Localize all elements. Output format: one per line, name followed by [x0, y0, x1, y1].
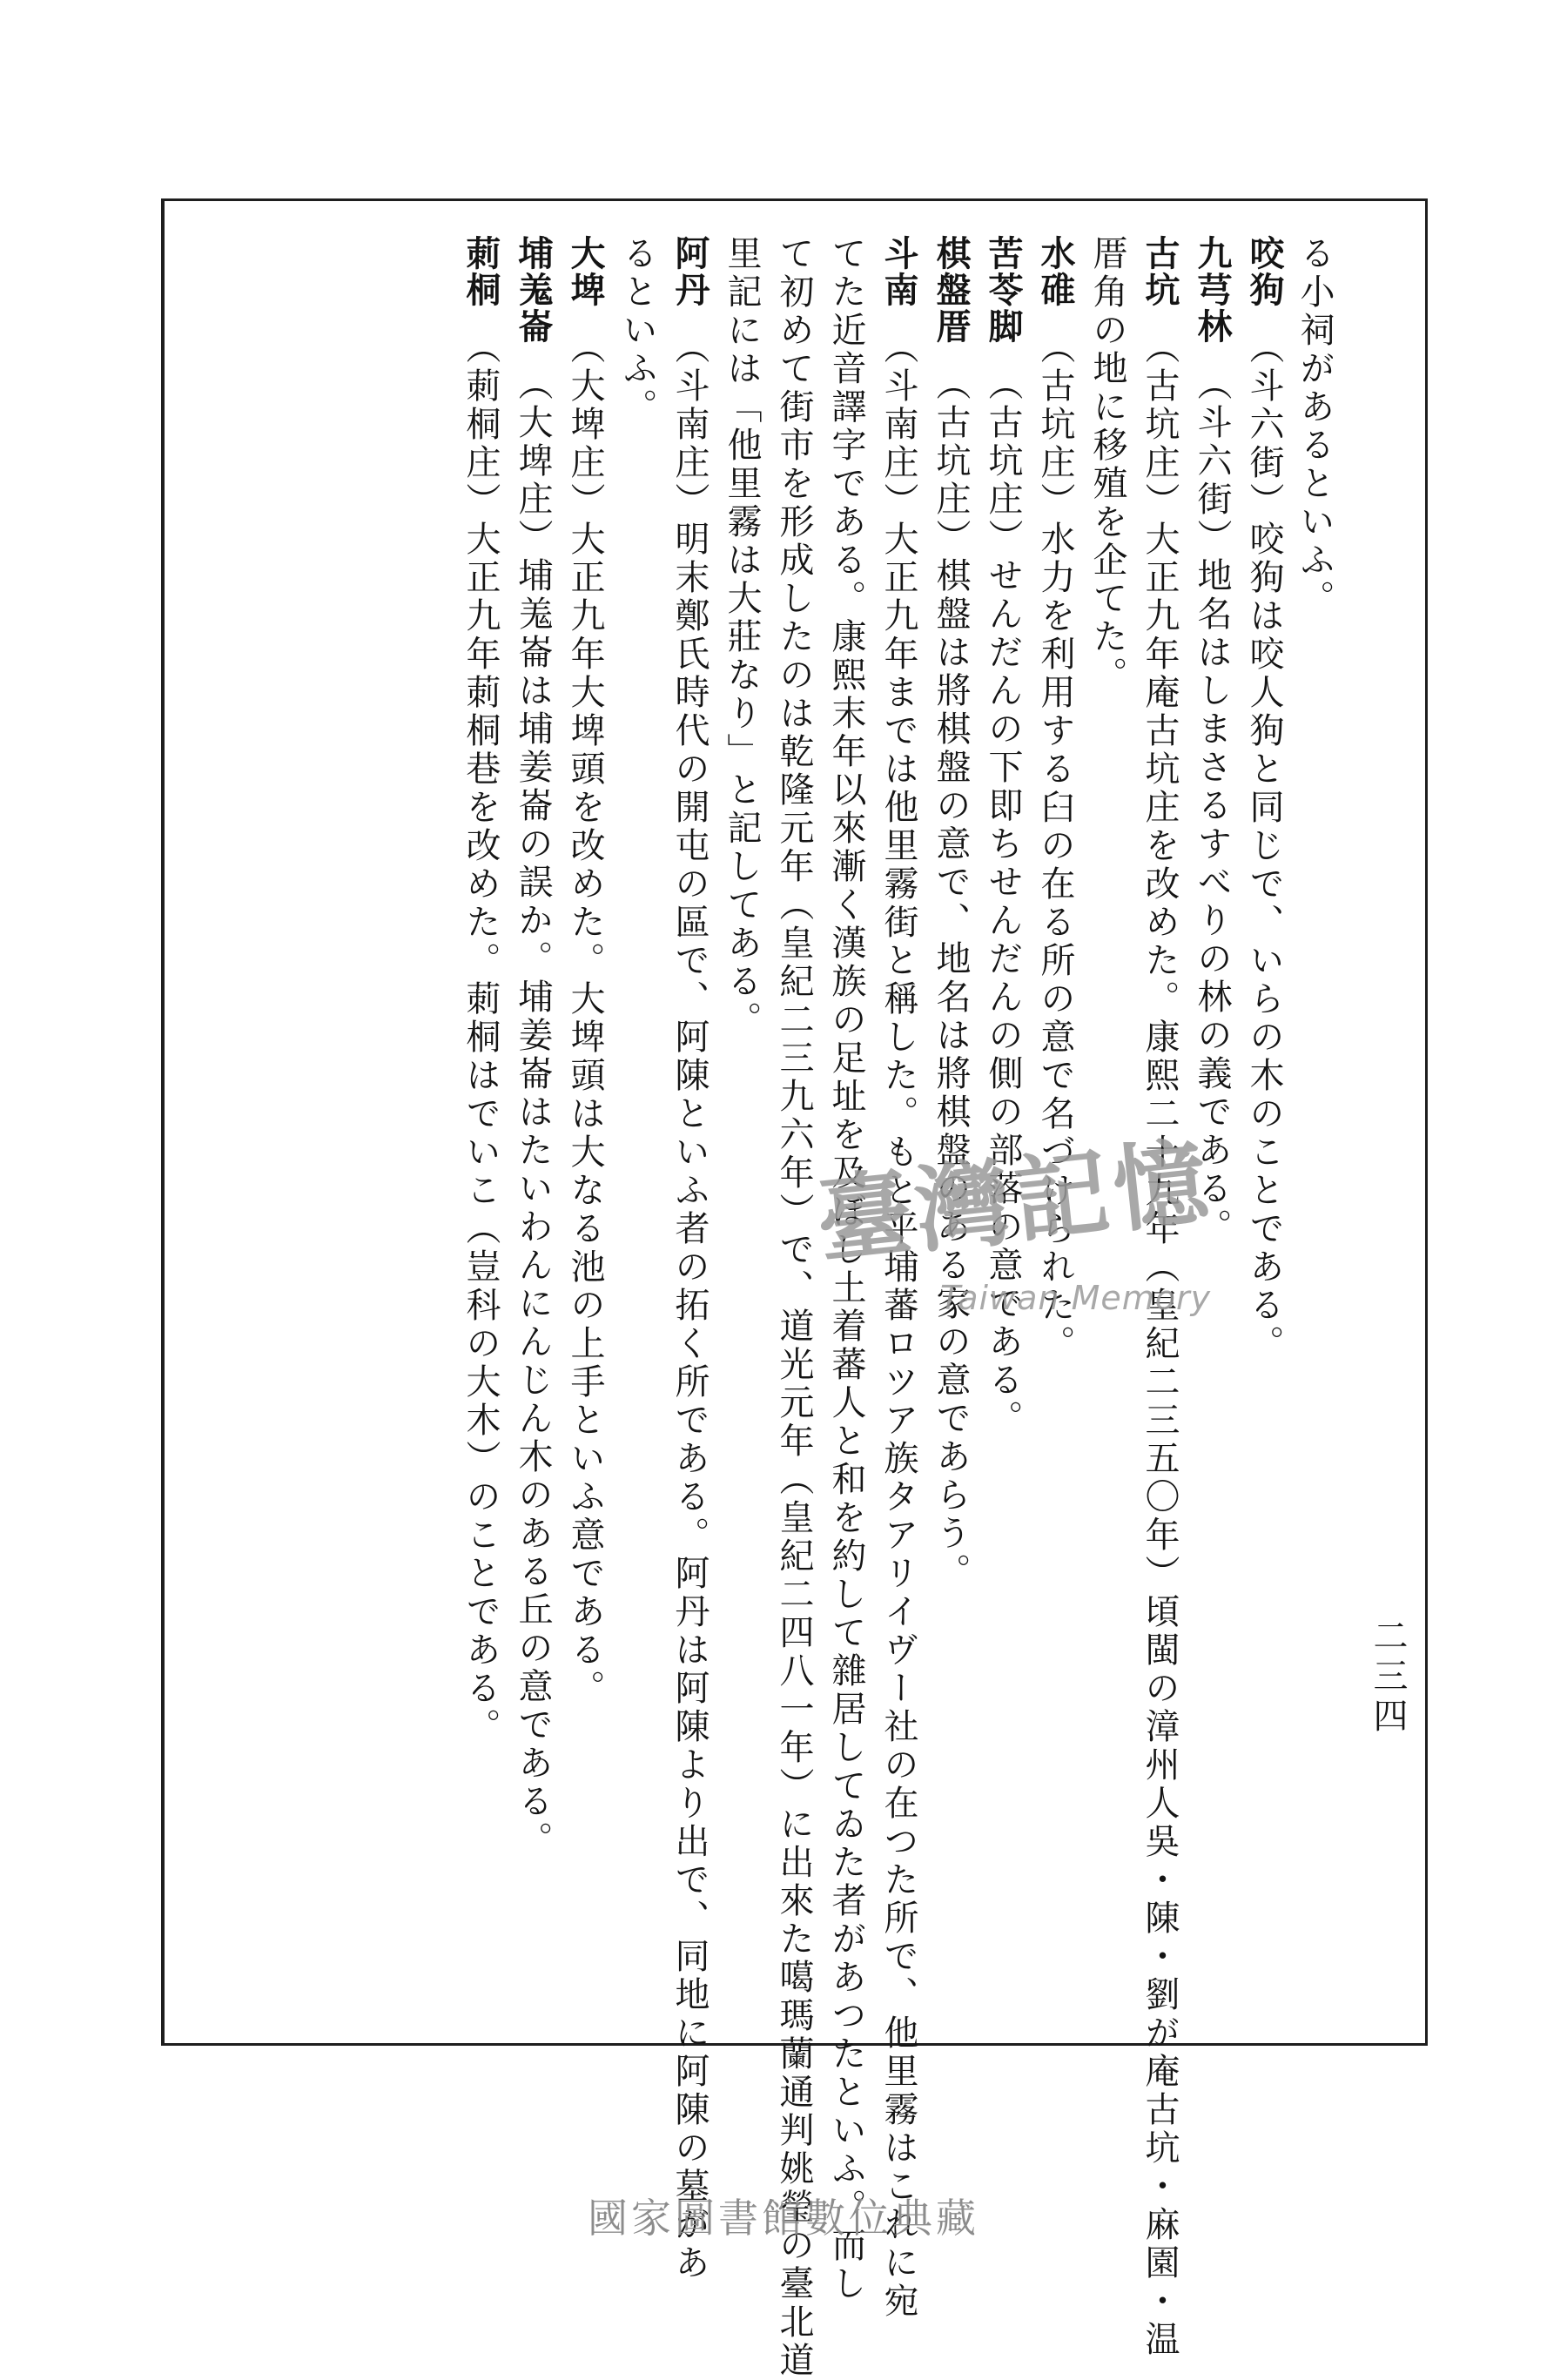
- entry-heading: 埔羗崙: [513, 235, 554, 345]
- text-column: [617, 235, 657, 427]
- entry-heading: 莿桐: [461, 235, 501, 308]
- entry-heading: 古坑: [1140, 235, 1180, 308]
- text-column: [1295, 235, 1335, 618]
- entry-text: （莿桐庄）大正九年莿桐巷を改めた。莿桐はでいこ（豈科の大木）のことである。: [461, 329, 501, 1746]
- entry-heading: 苦苓脚: [983, 235, 1024, 345]
- text-column: [1244, 235, 1285, 1363]
- text-column: [931, 235, 972, 1591]
- entry-text: てた近音譯字である。康熙末年以來漸く漢族の足址を及ぼし土着蕃人と和を約して雜居してゐた者があつたといふ。而し: [826, 235, 866, 2303]
- entry-text: （斗六街）地名はしまさるすべりの林の義である。: [1192, 366, 1232, 1247]
- entry-heading: 斗南: [878, 235, 919, 308]
- page-number: 二三四: [1368, 1617, 1408, 1738]
- text-column: [513, 235, 554, 1859]
- entry-text: （古坑庄）せんだんの下即ちせんだんの側の部落の意である。: [983, 366, 1023, 1438]
- text-column: [1087, 235, 1127, 695]
- text-column: [774, 235, 814, 2380]
- text-column: [669, 235, 710, 2283]
- entry-text: 里記には「他里霧は大莊なり」と記してある。: [722, 235, 762, 1039]
- watermark-logo-text: 臺灣記憶: [811, 1126, 1219, 1278]
- entry-heading: 大埤: [565, 235, 606, 308]
- entry-text: （斗南庄）明末鄭氏時代の開屯の區で、阿陳といふ者の拓く所である。阿丹は阿陳より出で、同地に阿陳の墓があ: [669, 329, 710, 2283]
- entry-text: （斗六街）咬狗は咬人狗と同じで、いらの木のことである。: [1244, 329, 1284, 1363]
- entry-text: （古坑庄）棋盤は將棋盤の意で、地名は將棋盤のある家の意であらう。: [931, 366, 971, 1591]
- entry-heading: 咬狗: [1244, 235, 1285, 308]
- entry-text: （斗南庄）大正九年までは他里霧街と稱した。もと平埔蕃ロツア族タアリイヴー社の在つた所で、他里霧はこれに宛: [878, 329, 918, 2321]
- entry-text: （古坑庄）大正九年庵古坑庄を改めた。康熙二十九年（皇紀二三五〇年）頃閩の漳州人吳・陳・劉が庵古坑・麻園・温: [1140, 329, 1180, 2359]
- entry-text: （大埤庄）大正九年大埤頭を改めた。大埤頭は大なる池の上手といふ意である。: [565, 329, 605, 1708]
- watermark: [810, 1126, 1219, 1317]
- entry-text: 厝角の地に移殖を企てた。: [1087, 235, 1127, 695]
- text-column: [461, 235, 501, 1746]
- text-column: [722, 235, 762, 1039]
- text-column: [1192, 235, 1233, 1247]
- watermark-subtitle: Taiwan Memory: [940, 1279, 1212, 1317]
- entry-heading: 棋盤厝: [931, 235, 972, 345]
- text-column: [565, 235, 606, 1708]
- entry-heading: 水碓: [1035, 235, 1076, 308]
- entry-text: （大埤庄）埔羗崙は埔姜崙の誤か。埔姜崙はたいわんにんじん木のある丘の意である。: [513, 366, 553, 1859]
- footer-caption: 國家圖書館數位典藏: [588, 2195, 979, 2242]
- entry-heading: 阿丹: [669, 235, 710, 308]
- entry-text: （古坑庄）水力を利用する臼の在る所の意で名づけられた。: [1035, 329, 1075, 1363]
- entry-text: て初めて街市を形成したのは乾隆元年（皇紀二三九六年）で、道光元年（皇紀二四八一年）に出來た噶瑪蘭通判姚瑩の臺北道: [774, 235, 814, 2380]
- entry-heading: 九芎林: [1192, 235, 1233, 345]
- entry-text: るといふ。: [617, 235, 657, 427]
- entry-text: る小祠があるといふ。: [1295, 235, 1335, 618]
